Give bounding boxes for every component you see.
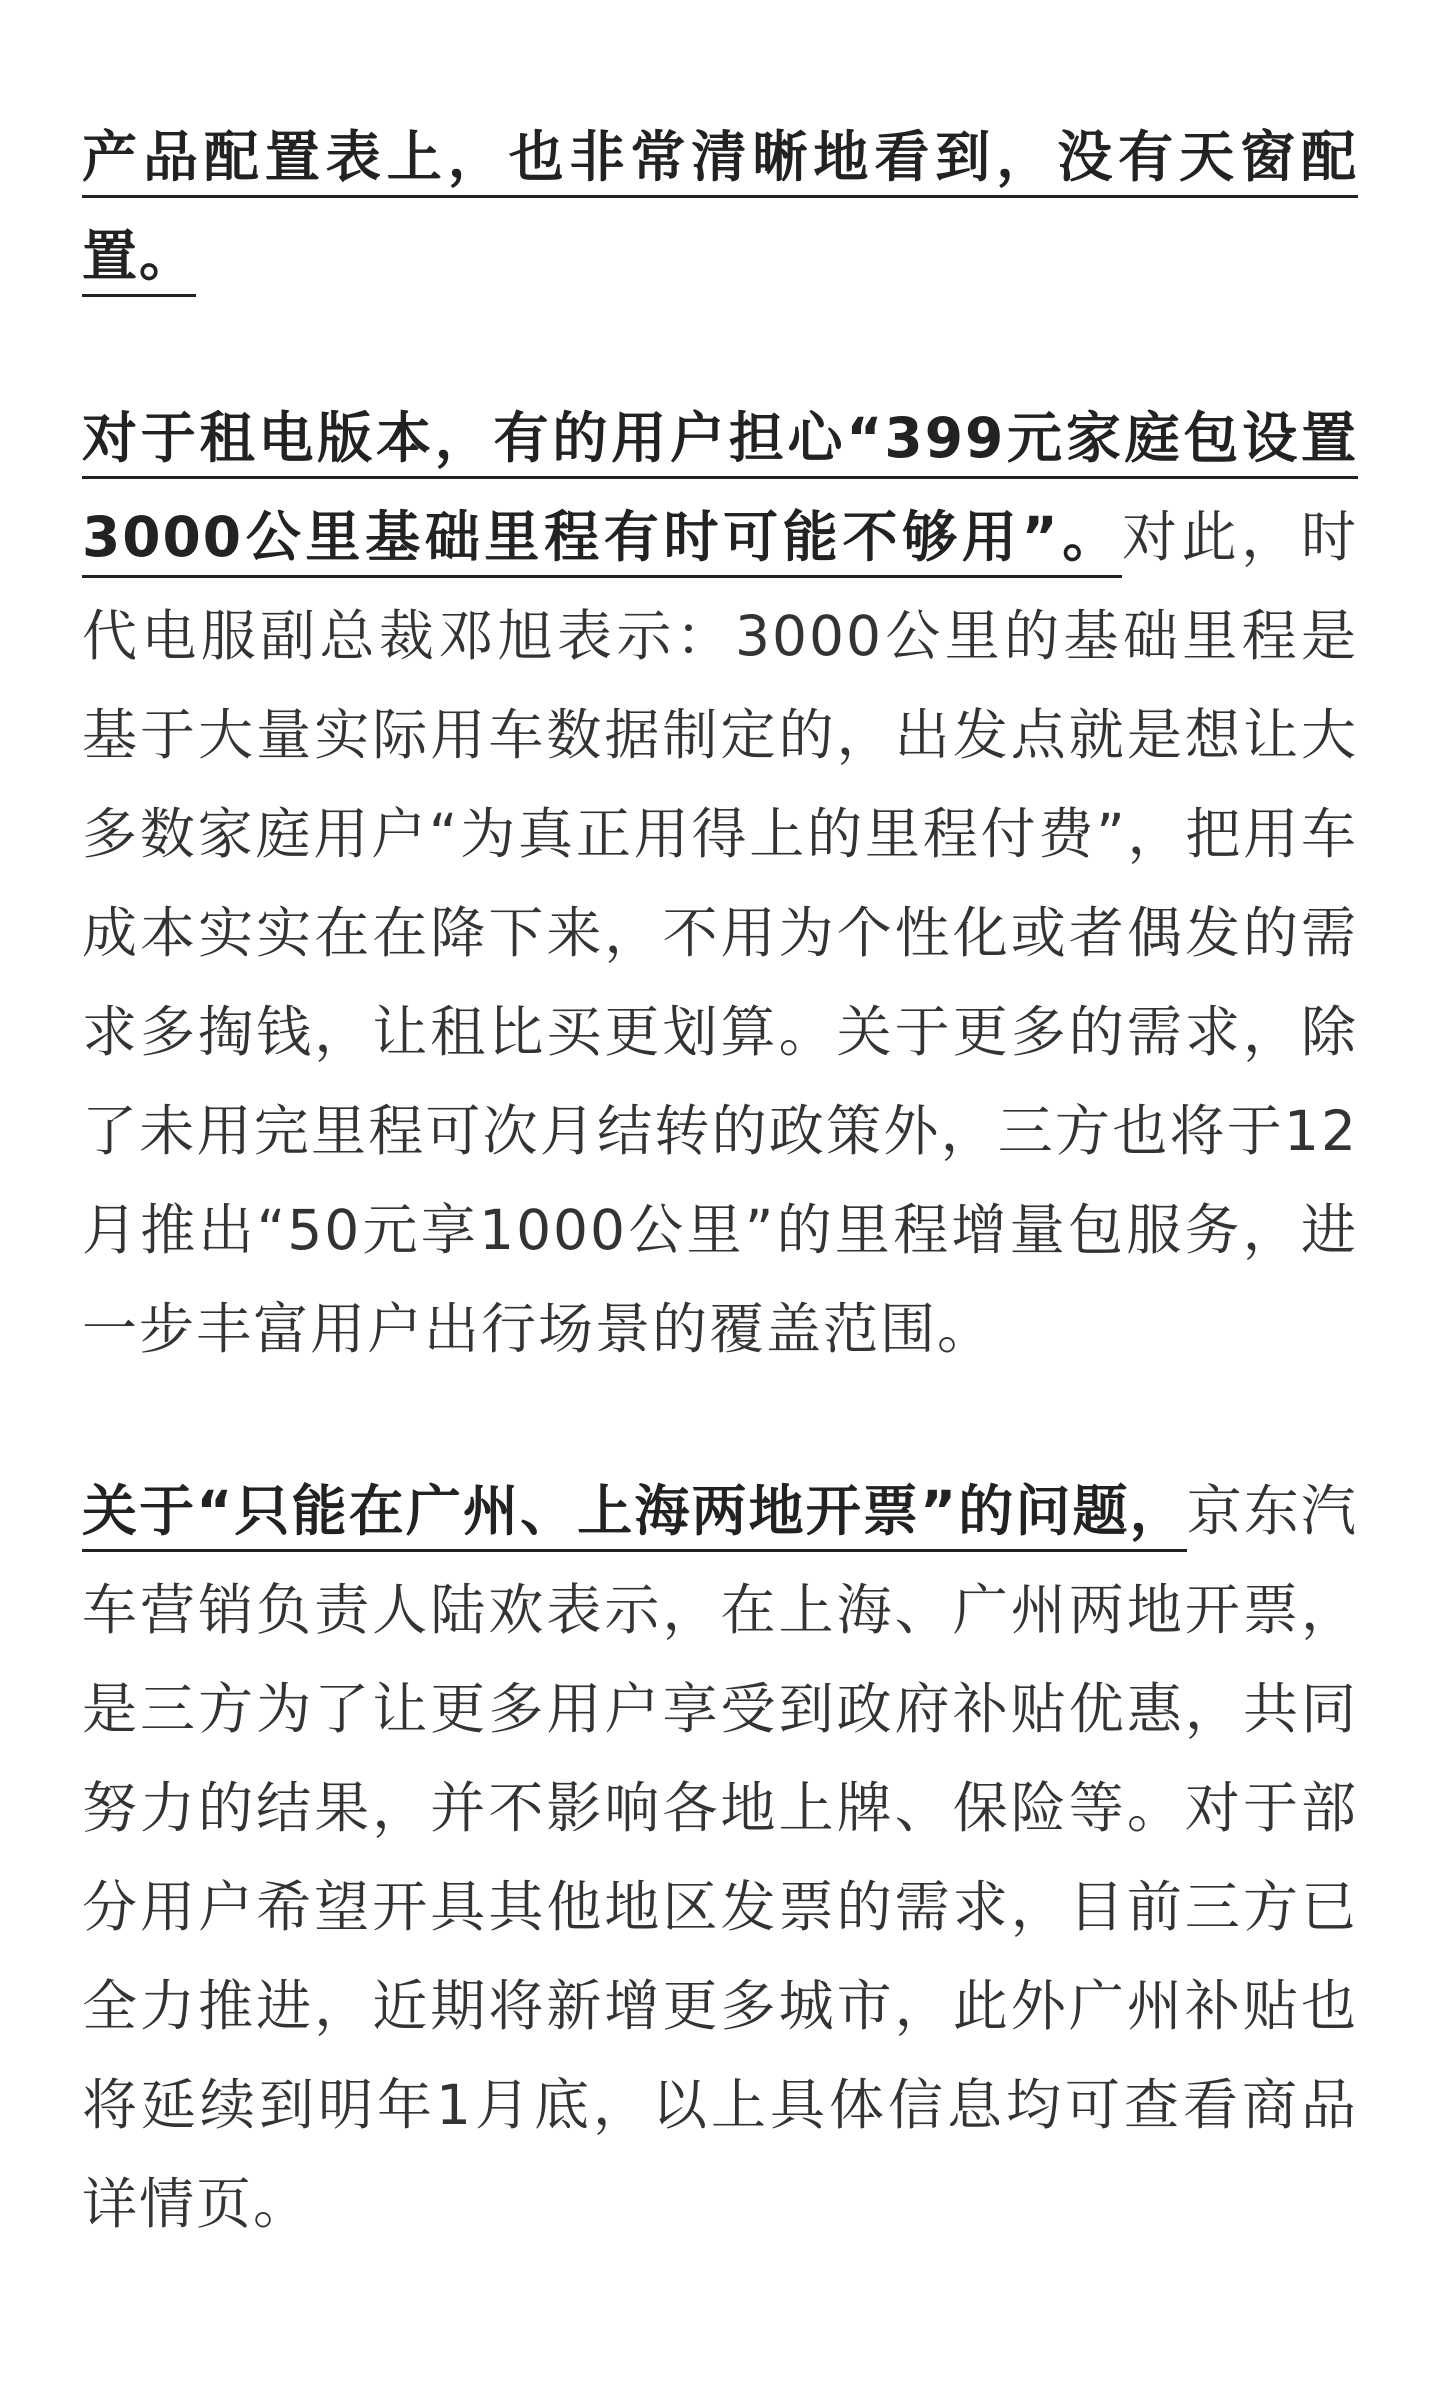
paragraph-invoice xyxy=(82,1462,1358,2254)
body-text: 对此，时代电服副总裁邓旭表示：3000公里的基础里程是基于大量实际用车数据制定的，出发点就是想让大多数家庭用户“为真正用得上的里程付费”，把用车成本实实在在降下来，不用为个性化或者偶发的需求多掏钱，让租比买更划算。关于更多的需求，除了未用完里程可次月结转的政策外，三方也将于12月推出“50元享1000公里”的里程增量包服务，进一步丰富用户出行场景的覆盖范围。 xyxy=(82,505,1358,1361)
body-text: 京东汽车营销负责人陆欢表示，在上海、广州两地开票，是三方为了让更多用户享受到政府补贴优惠，共同努力的结果，并不影响各地上牌、保险等。对于部分用户希望开具其他地区发票的需求，目前三方已全力推进，近期将新增更多城市，此外广州补贴也将延续到明年1月底，以上具体信息均可查看商品详情页。 xyxy=(82,1479,1358,2236)
emphasized-text: 关于“只能在广州、上海两地开票”的问题， xyxy=(82,1479,1187,1552)
paragraph-battery-rental xyxy=(82,389,1358,1379)
paragraph-sunroof xyxy=(82,108,1358,306)
emphasized-text: 产品配置表上，也非常清晰地看到，没有天窗配置。 xyxy=(82,125,1358,297)
emphasized-text: 对于租电版本，有的用户担心“399元家庭包设置3000公里基础里程有时可能不够用”。 xyxy=(82,406,1358,578)
